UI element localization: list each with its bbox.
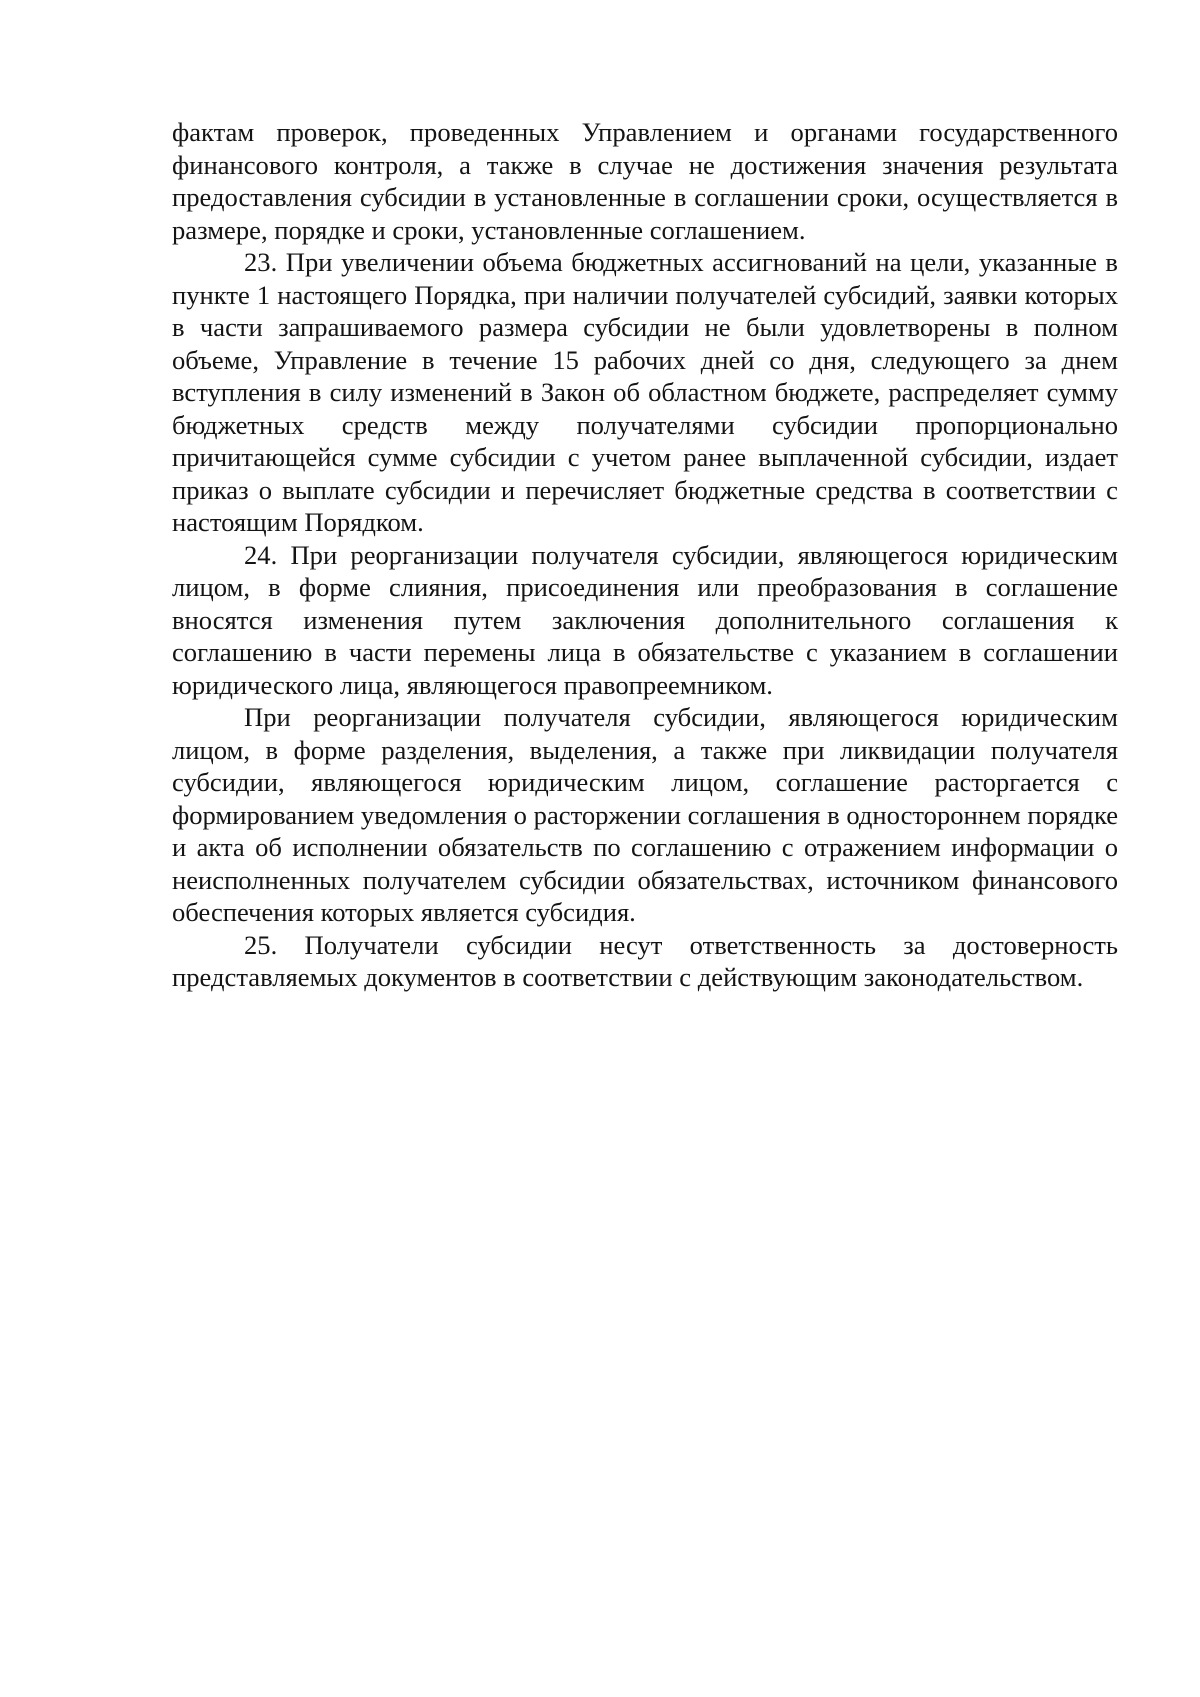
- paragraph-item-23: 23. При увеличении объема бюджетных ассигнований на цели, указанные в пункте 1 настоящего Порядка, при наличии получателей субсидий, заявки которых в части запрашиваемого размера субсидии не были удовлетворены в полном объеме, Управление в течение 15 рабочих дней со дня, следующего за днем вступления в силу изменений в Закон об областном бюджете, распределяет сумму бюджетных средств между получателями субсидии пропорционально причитающейся сумме субсидии с учетом ранее выплаченной субсидии, издает приказ о выплате субсидии и перечисляет бюджетные средства в соответствии с настоящим Порядком.: [172, 247, 1118, 537]
- paragraph-continuation: фактам проверок, проведенных Управлением и органами государственного финансового контроля, а также в случае не достижения значения результата предоставления субсидии в установленные в соглашении сроки, осуществляется в размере, порядке и сроки, установленные соглашением.: [172, 117, 1118, 245]
- paragraph-item-24-continued: При реорганизации получателя субсидии, являющегося юридическим лицом, в форме разделения, выделения, а также при ликвидации получателя субсидии, являющегося юридическим лицом, соглашение расторгается с формированием уведомления о расторжении соглашения в одностороннем порядке и акта об исполнении обязательств по соглашению с отражением информации о неисполненных получателем субсидии обязательствах, источником финансового обеспечения которых является субсидия.: [172, 702, 1118, 927]
- document-body: [172, 116, 1118, 994]
- paragraph-item-25: 25. Получатели субсидии несут ответственность за достоверность представляемых документов в соответствии с действующим законодательством.: [172, 929, 1118, 992]
- paragraph-item-24: 24. При реорганизации получателя субсидии, являющегося юридическим лицом, в форме слияния, присоединения или преобразования в соглашение вносятся изменения путем заключения дополнительного соглашения к соглашению в части перемены лица в обязательстве с указанием в соглашении юридического лица, являющегося правопреемником.: [172, 539, 1118, 700]
